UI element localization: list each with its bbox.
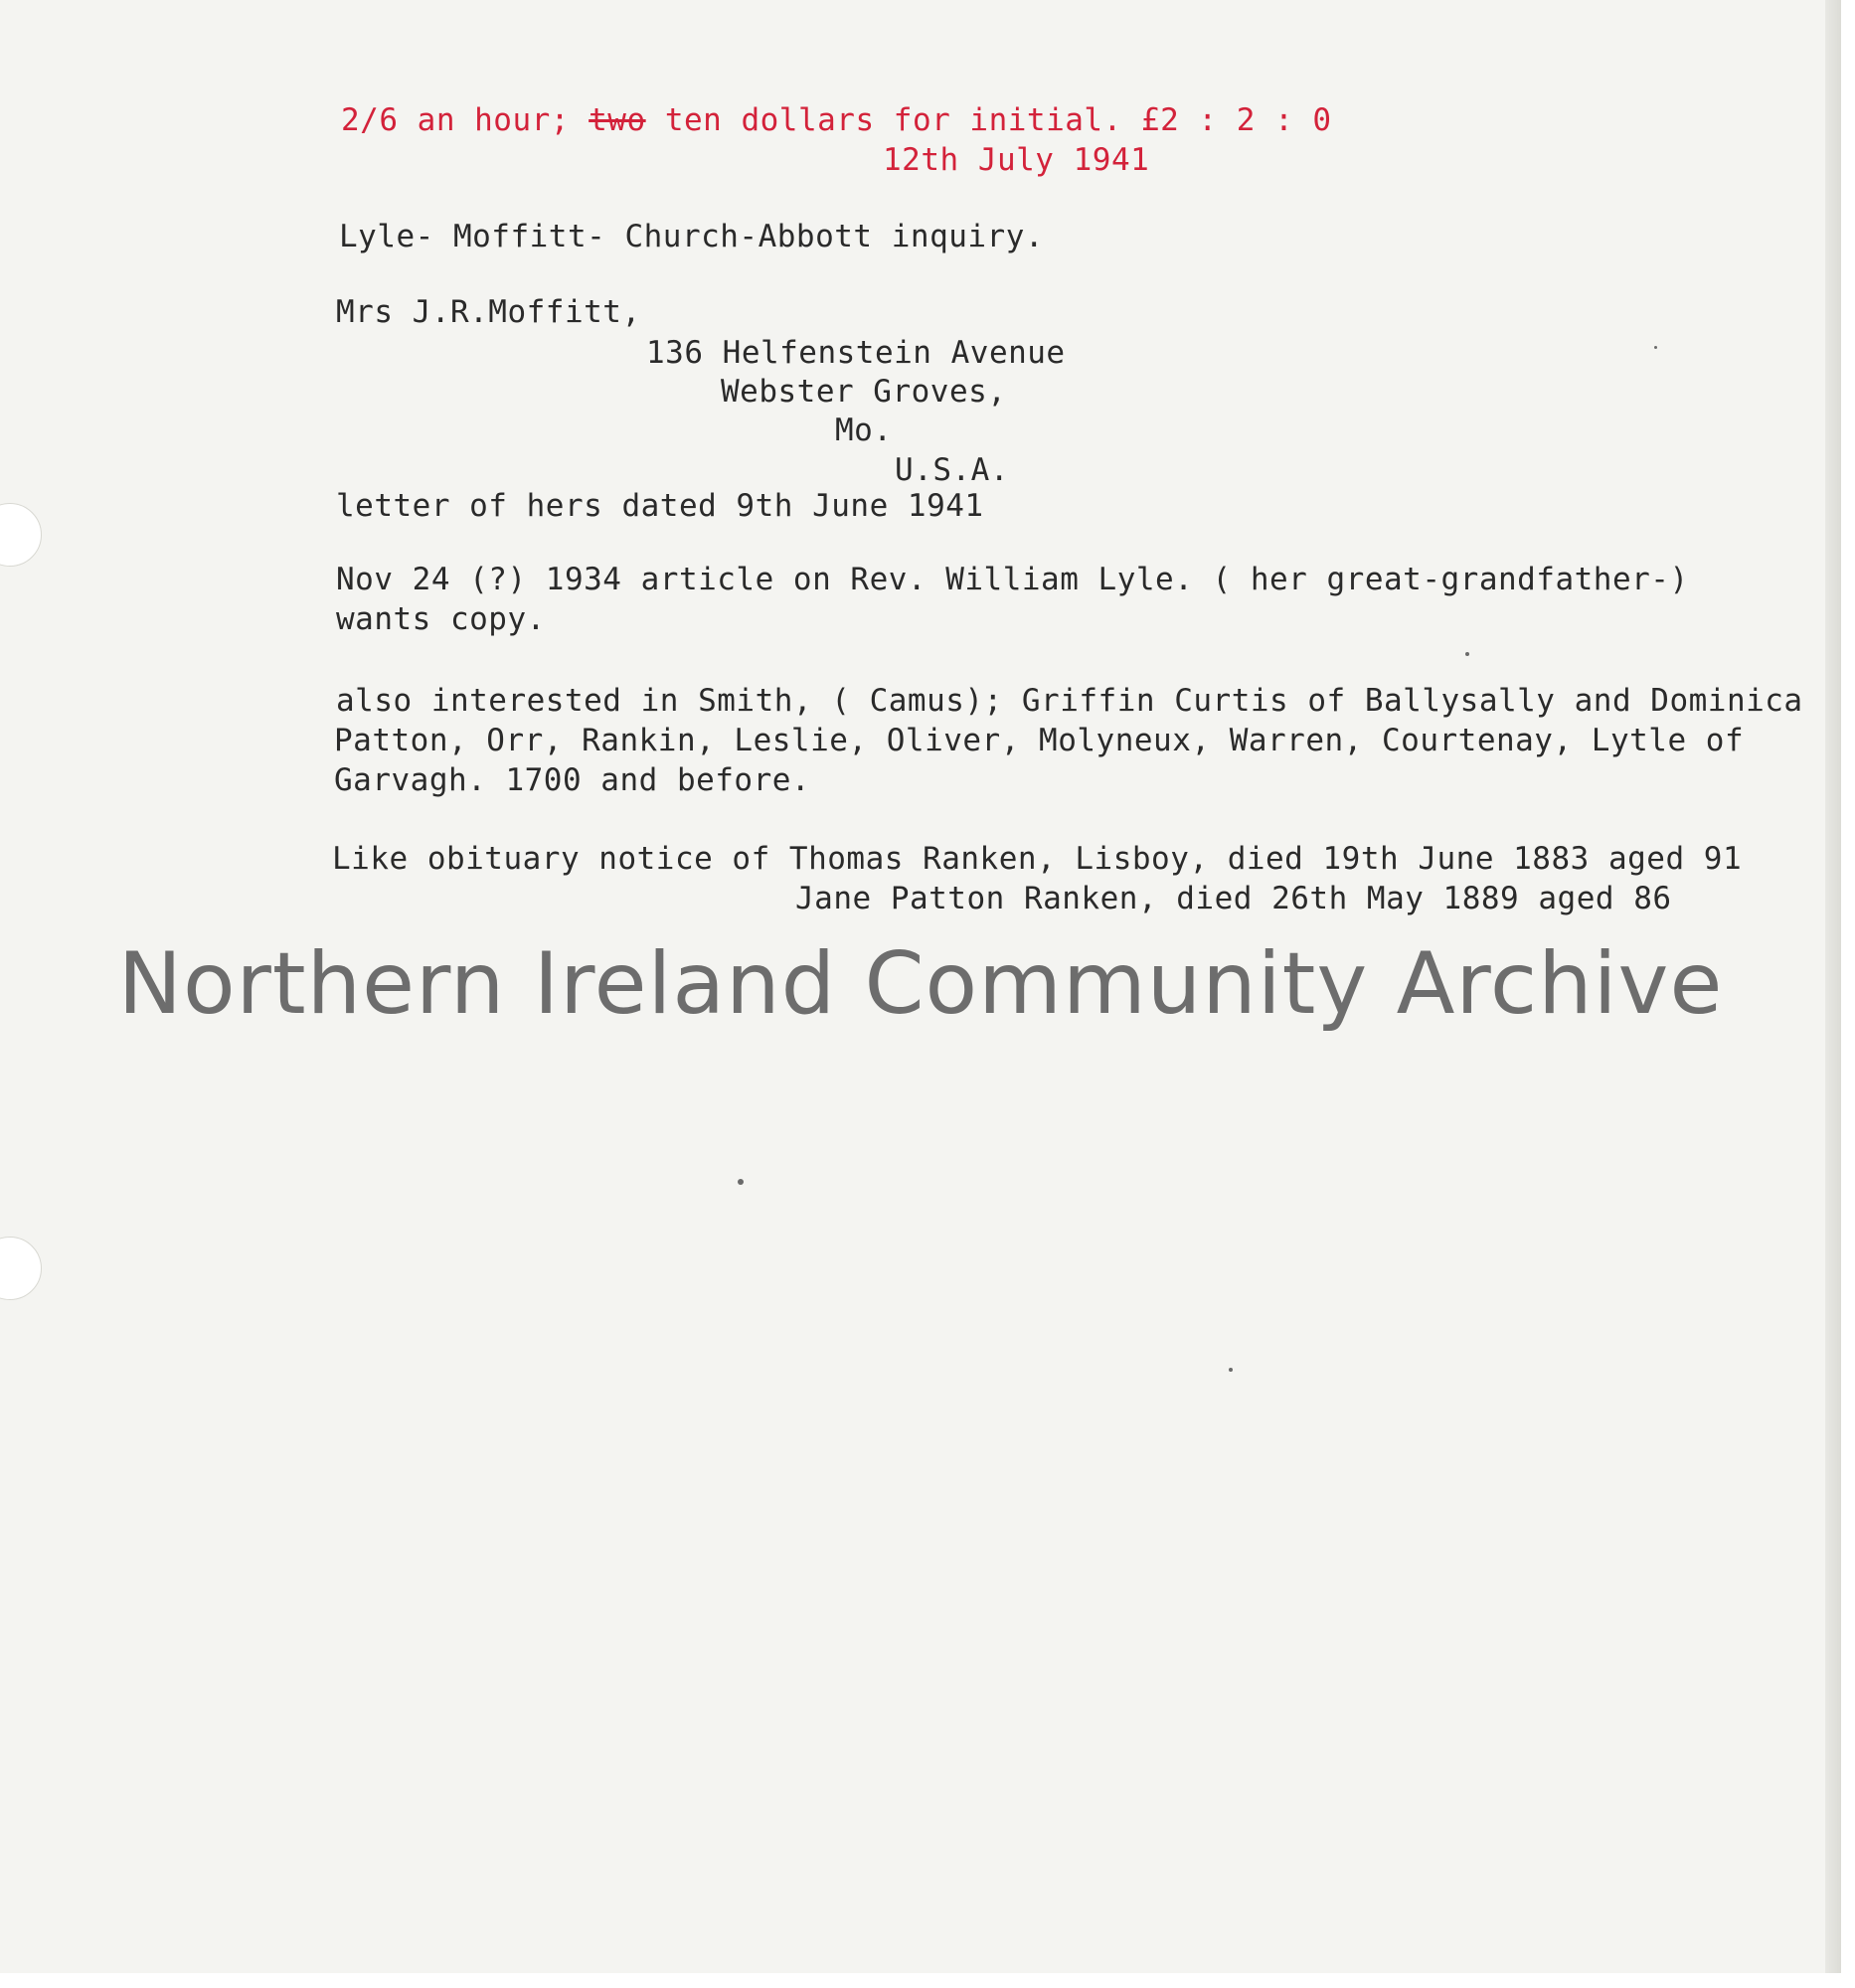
obituary-line-1: Like obituary notice of Thomas Ranken, Lisboy, died 19th June 1883 aged 91 (332, 841, 1743, 877)
fee-line (341, 102, 1332, 138)
paper-speck (738, 1179, 744, 1185)
header-date: 12th July 1941 (883, 142, 1150, 178)
paper-speck (1465, 652, 1469, 656)
paper-speck (1229, 1368, 1233, 1372)
article-line-2: wants copy. (336, 601, 546, 637)
address-state: Mo. (835, 413, 893, 448)
address-country: U.S.A. (895, 452, 1009, 488)
interests-line-1: also interested in Smith, ( Camus); Griffin Curtis of Ballysally and Dominica (336, 683, 1803, 719)
punch-hole-bottom (0, 1237, 42, 1300)
obituary-line-2: Jane Patton Ranken, died 26th May 1889 aged 86 (795, 881, 1672, 916)
punch-hole-top (0, 503, 42, 567)
interests-line-2: Patton, Orr, Rankin, Leslie, Oliver, Molyneux, Warren, Courtenay, Lytle of (334, 723, 1745, 758)
archive-watermark: Northern Ireland Community Archive (117, 934, 1724, 1034)
letter-reference: letter of hers dated 9th June 1941 (336, 488, 984, 524)
article-line-1: Nov 24 (?) 1934 article on Rev. William Lyle. ( her great-grandfather-) (336, 562, 1689, 597)
fee-prefix: 2/6 an hour; (341, 102, 570, 138)
addressee-name: Mrs J.R.Moffitt, (336, 294, 641, 330)
fee-rest: ten dollars for initial. (664, 102, 1122, 138)
paper-speck (1654, 346, 1657, 349)
inquiry-subject: Lyle- Moffitt- Church-Abbott inquiry. (339, 219, 1045, 254)
address-street: 136 Helfenstein Avenue (646, 335, 1066, 371)
address-town: Webster Groves, (721, 374, 1007, 410)
struck-word: two (589, 102, 646, 138)
interests-line-3: Garvagh. 1700 and before. (334, 762, 811, 798)
fee-amount: £2 : 2 : 0 (1140, 102, 1332, 138)
